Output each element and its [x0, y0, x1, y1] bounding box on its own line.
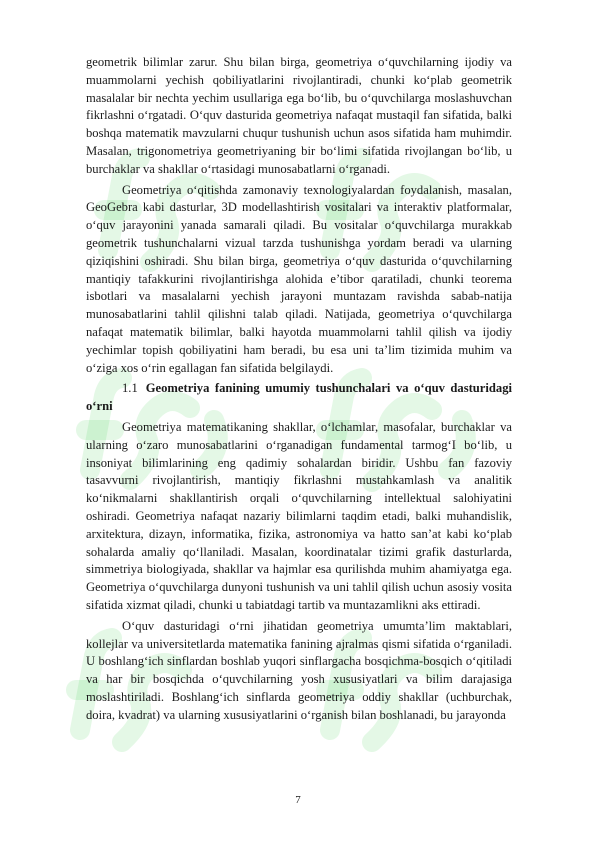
section-number: 1.1	[122, 381, 138, 396]
paragraph: Geometriya o‘qitishda zamonaviy texnologiyalardan foydalanish, masalan, GeoGebra kabi dasturlar, 3D modellashtirish vositalari va interaktiv platformalar, o‘quv jarayonini yanada samarali qiladi. Bu vositalar o‘quvchilarga murakkab geometrik tushunchalarni vizual tarzda tushunishga yordam beradi va ularning qiziqishini oshiradi. Shu bilan birga, geometriya o‘quv dasturida o‘quvchilarning mantiqiy tafakkurini rivojlantirishga alohida e’tibor qaratiladi, chunki teorema isbotlari va masalalarni yechish jarayoni muntazam ravishda sabab-natija munosabatlarini tahlil qilishni talab qiladi. Natijada, geometriya o‘quvchilarga nafaqat matematik bilimlar, balki hayotda muammolarni tahlil qilish va ijodiy yechimlar topish qobiliyatini ham beradi, bu esa uni ta’lim tizimida muhim va o‘ziga xos o‘rin egallagan fan sifatida belgilaydi.	[86, 182, 512, 375]
section-title: Geometriya fanining umumiy tushunchalari va o‘quv dasturidagi o‘rni	[86, 381, 512, 414]
page-content	[86, 54, 512, 724]
paragraph: Geometriya matematikaning shakllar, o‘lchamlar, masofalar, burchaklar va ularning o‘zaro munosabatlarini o‘rganadigan fundamental tarmog‘I bo‘lib, u insoniyat bilimlarining eng qadimiy sohalardan biridir. Ushbu fan fazoviy tasavvurni rivojlantirish, mantiqiy fikrlashni mustahkamlash va analitik ko‘nikmalarni shakllantirish orqali o‘quvchilarning intellektual salohiyatini oshiradi. Geometriya nafaqat nazariy bilimlarni taqdim etadi, balki muhandislik, arxitektura, dizayn, informatika, fizika, astronomiya va hatto san’at kabi ko‘plab sohalarda amaliy qo‘llaniladi. Masalan, koordinatalar tizimi grafik dasturlarda, simmetriya biologiyada, shakllar va hajmlar esa qurilishda muhim ahamiyatga ega. Geometriya o‘quvchilarga dunyoni tushunish va uni tahlil qilish uchun asosiy vosita sifatida xizmat qiladi, chunki u tabiatdagi tartib va muntazamlikni aks ettiradi.	[86, 419, 512, 612]
page-number: 7	[295, 794, 301, 806]
paragraph: O‘quv dasturidagi o‘rni jihatidan geometriya umumta’lim maktablari, kollejlar va universitetlarda matematika fanining ajralmas qismi sifatida o‘rganiladi. U boshlang‘ich sinflardan boshlab yuqori sinflargacha bosqichma-bosqich o‘qitiladi va har bir bosqichda o‘quvchilarning yosh xususiyatlari va bilim darajasiga moslashtiriladi. Boshlang‘ich sinflarda geometriya oddiy shakllar (uchburchak, doira, kvadrat) va ularning xususiyatlarini o‘rganish bilan boshlanadi, bu jarayonda	[86, 618, 512, 722]
paragraph: geometrik bilimlar zarur. Shu bilan birga, geometriya o‘quvchilarning ijodiy va muammolarni yechish qobiliyatlarini rivojlantiradi, chunki ko‘plab geometrik masalalar bir nechta yechim usullariga ega bo‘lib, bu o‘quvchilarga moslashuvchan fikrlashni o‘rgatadi. O‘quv dasturida geometriya nafaqat mustaqil fan sifatida, balki boshqa matematik mavzularni chuqur tushunish uchun asos sifatida ham muhimdir. Masalan, trigonometriya geometriyaning bir bo‘limi sifatida rivojlangan bo‘lib, u burchaklar va shakllar o‘rtasidagi munosabatlarni o‘rganadi.	[86, 55, 512, 176]
section-heading	[86, 380, 512, 416]
